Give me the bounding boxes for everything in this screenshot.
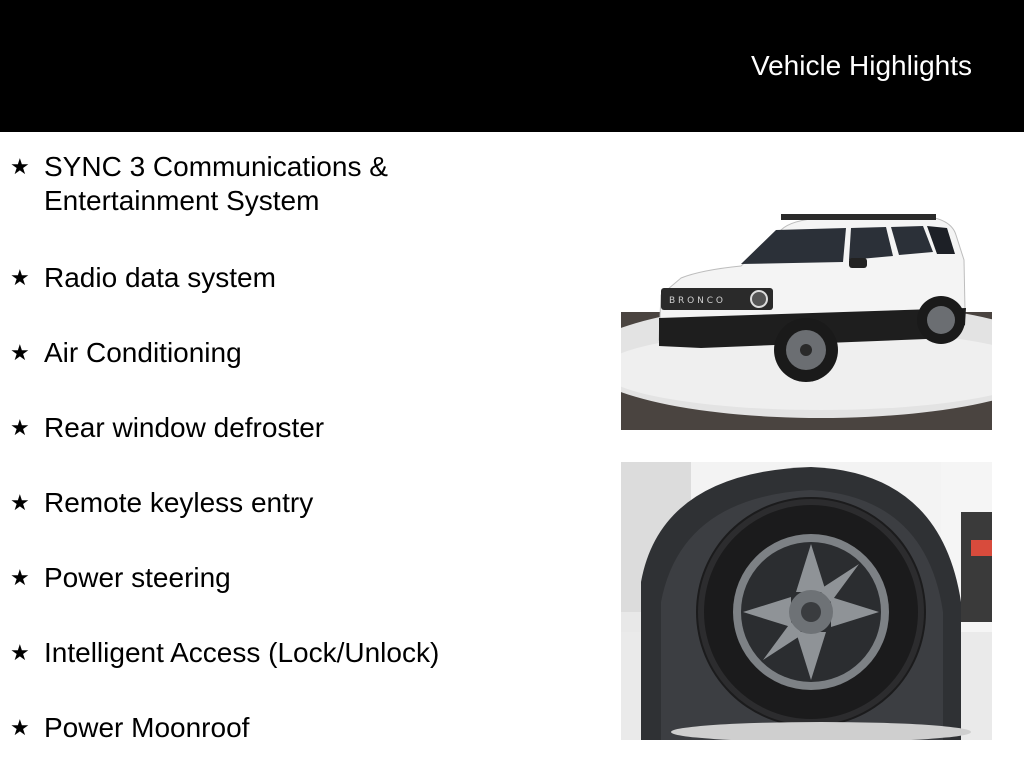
page-title: Vehicle Highlights — [750, 50, 972, 81]
star-icon: ★ — [10, 154, 30, 179]
header-bar — [0, 0, 1024, 132]
feature-label: Power steering — [44, 562, 231, 593]
svg-text:B R O N C O: B R O N C O — [669, 296, 723, 306]
feature-label: SYNC 3 Communications & Entertainment System — [44, 151, 388, 216]
suv-side-photo — [621, 200, 992, 430]
star-icon: ★ — [10, 415, 30, 440]
feature-label: Air Conditioning — [44, 337, 242, 368]
wheel-closeup-photo — [621, 462, 992, 740]
star-icon: ★ — [10, 265, 30, 290]
star-icon: ★ — [10, 565, 30, 590]
star-icon: ★ — [10, 640, 30, 665]
feature-label: Rear window defroster — [44, 412, 325, 443]
feature-label: Intelligent Access (Lock/Unlock) — [44, 637, 440, 668]
star-icon: ★ — [10, 490, 30, 515]
feature-label: Radio data system — [44, 262, 276, 293]
star-icon: ★ — [10, 340, 30, 365]
feature-label: Power Moonroof — [44, 712, 250, 743]
feature-label: Remote keyless entry — [44, 487, 314, 518]
star-icon: ★ — [10, 715, 30, 740]
